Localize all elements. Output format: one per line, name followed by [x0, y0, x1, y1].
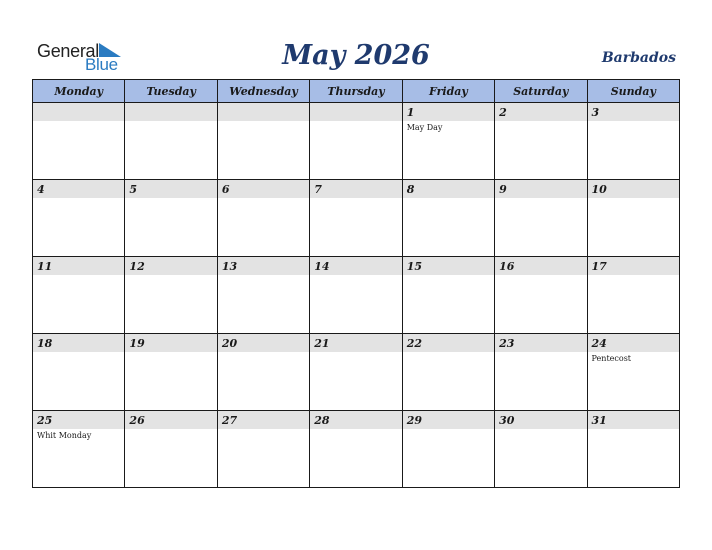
date-band: [125, 103, 216, 121]
calendar-grid: [32, 79, 680, 488]
day-number: 3: [591, 106, 600, 119]
logo-text-general: General: [37, 41, 99, 61]
day-number: 22: [406, 337, 422, 350]
day-cell: [125, 257, 217, 334]
day-cell: [217, 411, 309, 488]
day-number: 12: [129, 260, 145, 273]
day-number: 10: [591, 183, 607, 196]
holiday-label: May Day: [406, 123, 443, 132]
day-cell: [495, 334, 587, 411]
weekday-header: Sunday: [587, 80, 679, 103]
weekday-header: Saturday: [495, 80, 587, 103]
day-number: 8: [406, 183, 415, 196]
date-band: [33, 180, 124, 198]
day-cell: [310, 334, 402, 411]
day-number: 26: [129, 414, 145, 427]
day-cell: [217, 334, 309, 411]
holiday-label: Pentecost: [591, 354, 632, 363]
country-name: Barbados: [601, 50, 676, 66]
date-band: [588, 103, 679, 121]
holiday-label: Whit Monday: [37, 431, 92, 440]
week-row: [33, 334, 680, 411]
day-cell: [402, 257, 494, 334]
day-cell: [125, 411, 217, 488]
day-cell: [495, 103, 587, 180]
day-number: 5: [129, 183, 138, 196]
day-cell: [310, 411, 402, 488]
day-cell: [310, 180, 402, 257]
day-cell: [217, 257, 309, 334]
day-number: 7: [314, 183, 322, 196]
day-number: 15: [406, 260, 422, 273]
week-row: [33, 180, 680, 257]
day-number: 23: [499, 337, 515, 350]
day-number: 13: [221, 260, 238, 273]
day-cell: [125, 180, 217, 257]
day-number: 18: [37, 337, 53, 350]
week-row: [33, 103, 680, 180]
day-cell: [33, 180, 125, 257]
day-number: 27: [221, 414, 238, 427]
day-cell: [402, 411, 494, 488]
date-band: [310, 180, 401, 198]
day-cell: [495, 257, 587, 334]
month-title: May 2026: [282, 40, 430, 71]
weekday-header: Wednesday: [217, 80, 309, 103]
week-row: [33, 257, 680, 334]
day-number: 31: [591, 414, 607, 427]
day-cell: [495, 180, 587, 257]
day-cell: [33, 334, 125, 411]
day-cell: [33, 411, 125, 488]
date-band: [125, 180, 216, 198]
day-number: 6: [221, 183, 230, 196]
day-number: 2: [499, 106, 507, 119]
logo-text-blue: Blue: [85, 55, 118, 74]
day-cell: [33, 103, 125, 180]
weekday-header-row: [33, 80, 680, 103]
weekday-header: Monday: [33, 80, 125, 103]
day-cell: [587, 411, 679, 488]
calendar-body: [33, 103, 680, 488]
day-cell: [587, 180, 679, 257]
day-cell: [217, 103, 309, 180]
day-number: 14: [314, 260, 330, 273]
date-band: [495, 103, 586, 121]
week-row: [33, 411, 680, 488]
day-cell: [217, 180, 309, 257]
day-number: 30: [499, 414, 515, 427]
day-cell: [495, 411, 587, 488]
day-cell: [310, 103, 402, 180]
date-band: [218, 103, 309, 121]
day-number: 29: [406, 414, 422, 427]
day-cell: [402, 103, 494, 180]
day-number: 1: [406, 106, 415, 119]
date-band: [310, 103, 401, 121]
day-cell: [125, 334, 217, 411]
day-cell: [402, 180, 494, 257]
day-number: 9: [499, 183, 507, 196]
day-cell: [402, 334, 494, 411]
day-number: 24: [591, 337, 607, 350]
date-band: [403, 180, 494, 198]
date-band: [33, 103, 124, 121]
day-cell: [587, 103, 679, 180]
date-band: [403, 103, 494, 121]
day-cell: [310, 257, 402, 334]
day-number: 28: [314, 414, 330, 427]
date-band: [218, 180, 309, 198]
day-number: 20: [221, 337, 238, 350]
day-number: 17: [591, 260, 607, 273]
day-cell: [587, 334, 679, 411]
weekday-header: Thursday: [310, 80, 402, 103]
day-number: 11: [37, 260, 53, 273]
day-cell: [587, 257, 679, 334]
day-number: 19: [129, 337, 145, 350]
day-cell: [33, 257, 125, 334]
day-number: 4: [37, 183, 45, 196]
day-cell: [125, 103, 217, 180]
date-band: [495, 180, 586, 198]
day-number: 16: [499, 260, 515, 273]
weekday-header: Friday: [402, 80, 494, 103]
day-number: 21: [314, 337, 330, 350]
weekday-header: Tuesday: [125, 80, 217, 103]
day-number: 25: [37, 414, 53, 427]
